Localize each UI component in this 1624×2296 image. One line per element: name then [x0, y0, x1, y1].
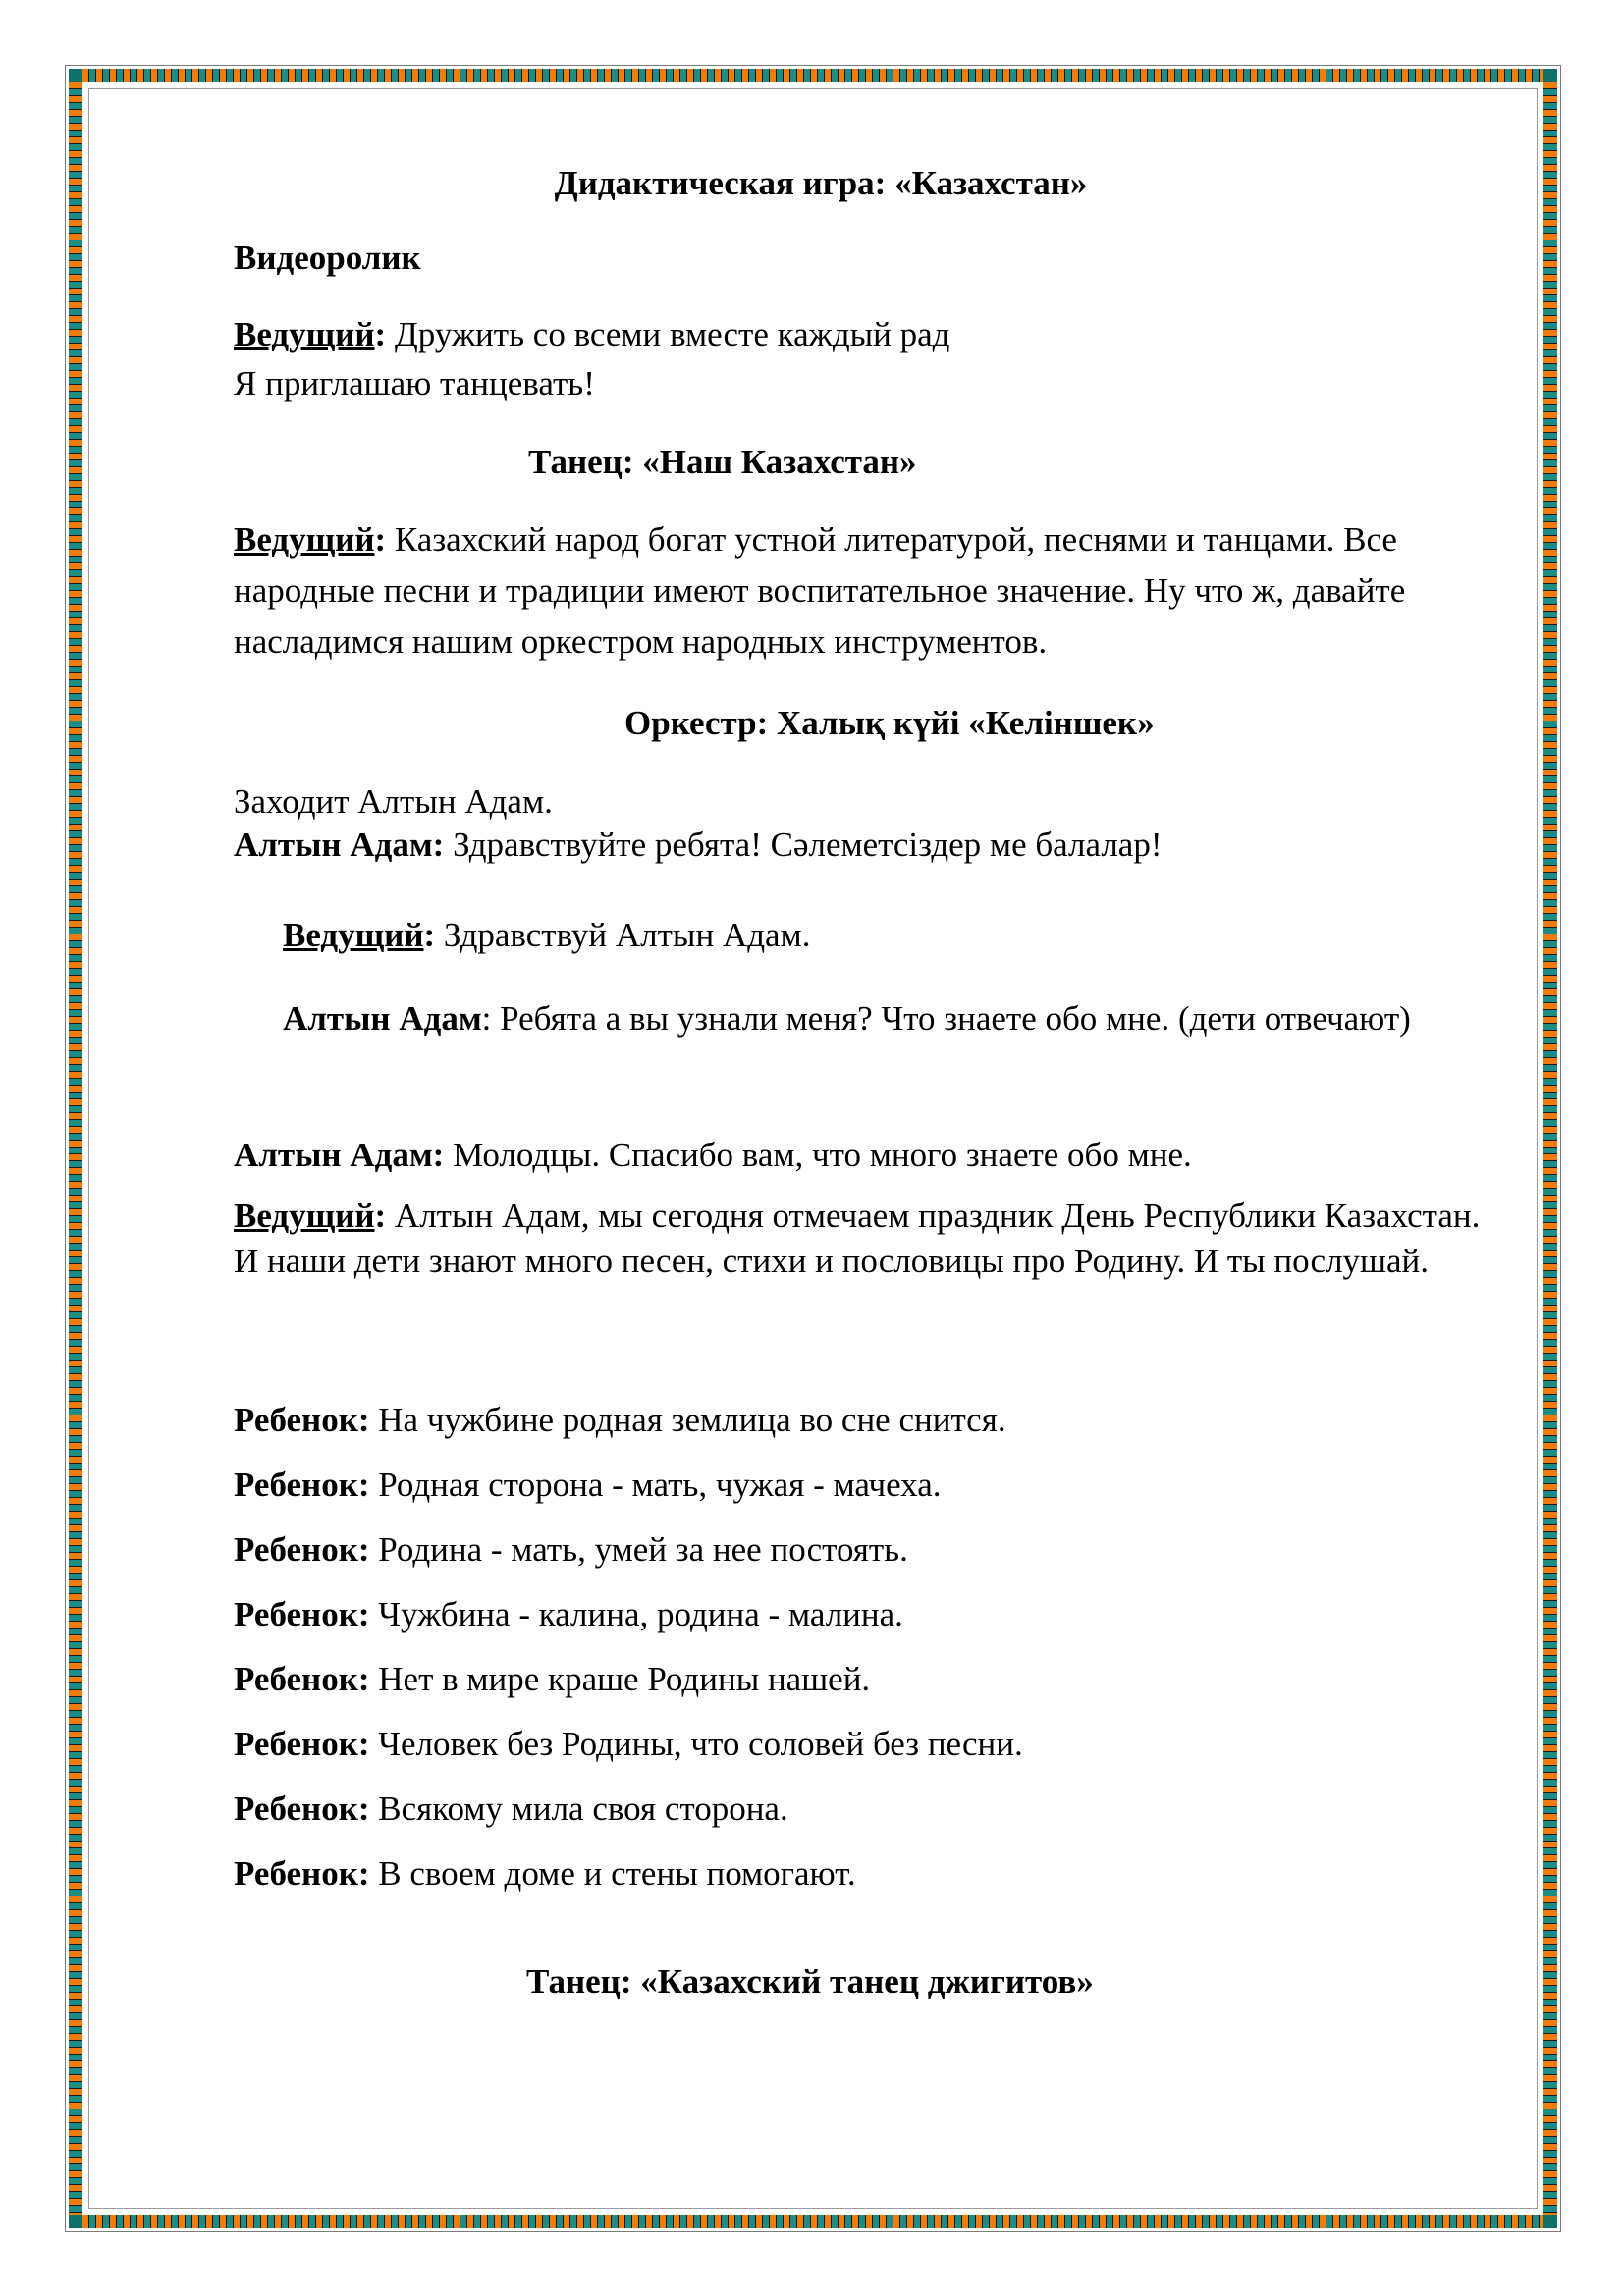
- colon: :: [374, 315, 387, 353]
- child-label: Ребенок:: [234, 1466, 370, 1504]
- proverb-text: Чужбина - калина, родина - малина.: [369, 1595, 903, 1633]
- altyn-text: Молодцы. Спасибо вам, что много знаете обо мне.: [444, 1136, 1192, 1174]
- proverb-text: Нет в мире краше Родины нашей.: [369, 1660, 871, 1698]
- video-heading: Видеоролик: [234, 239, 421, 277]
- altyn-paragraph-2: [234, 997, 1500, 1041]
- host-label: Ведущий: [234, 1197, 375, 1235]
- host-text: Здравствуй Алтын Адам.: [435, 916, 811, 954]
- altyn-line-1: [234, 821, 1162, 869]
- altyn-label: Алтын Адам:: [234, 826, 445, 864]
- orchestra-heading: Оркестр: Халық күйі «Келіншек»: [624, 704, 1155, 742]
- host-line-3: [283, 911, 810, 959]
- child-label: Ребенок:: [234, 1854, 370, 1893]
- proverb-line: [234, 1785, 788, 1833]
- child-label: Ребенок:: [234, 1725, 370, 1763]
- child-label: Ребенок:: [234, 1401, 370, 1439]
- border-top: [69, 69, 1557, 82]
- proverb-text: Родная сторона - мать, чужая - мачеха.: [369, 1466, 942, 1504]
- child-label: Ребенок:: [234, 1530, 370, 1569]
- child-label: Ребенок:: [234, 1595, 370, 1633]
- child-label: Ребенок:: [234, 1660, 370, 1698]
- corner-bottom-left: [69, 2215, 82, 2228]
- host-label: Ведущий: [234, 520, 375, 559]
- border-left: [69, 82, 82, 2215]
- proverb-line: [234, 1590, 903, 1638]
- child-label: Ребенок:: [234, 1789, 370, 1828]
- corner-top-left: [69, 69, 82, 82]
- altyn-text: : Ребята а вы узнали меня? Что знаете обо мне. (дети отвечают): [481, 999, 1411, 1038]
- host-text: Дружить со всеми вместе каждый рад: [386, 315, 950, 353]
- dance-heading-2: Танец: «Казахский танец джигитов»: [526, 1962, 1094, 2001]
- host-paragraph-2: [234, 514, 1500, 667]
- proverb-text: Всякому мила своя сторона.: [369, 1789, 788, 1828]
- altyn-label: Алтын Адам:: [234, 1136, 445, 1174]
- altyn-label: Алтын Адам: [283, 999, 482, 1038]
- proverb-line: [234, 1461, 942, 1509]
- host-text: Казахский народ богат устной литературой, песнями и танцами. Все народные песни и традиции имеют воспитательное значение. Ну что ж, давайте насладимся нашим оркестром народных инструментов.: [234, 520, 1406, 661]
- border-bottom: [69, 2215, 1557, 2228]
- proverb-text: В своем доме и стены помогают.: [369, 1854, 856, 1893]
- proverb-text: Человек без Родины, что соловей без песни.: [369, 1725, 1023, 1763]
- border-right: [1543, 82, 1557, 2215]
- dance-heading-1: Танец: «Наш Казахстан»: [528, 443, 917, 481]
- corner-top-right: [1543, 69, 1557, 82]
- proverb-text: Родина - мать, умей за нее постоять.: [369, 1530, 908, 1569]
- proverb-line: [234, 1655, 870, 1703]
- proverb-line: [234, 1396, 1006, 1444]
- host-line-1: [234, 310, 949, 358]
- corner-bottom-right: [1543, 2215, 1557, 2228]
- proverb-line: [234, 1525, 908, 1574]
- host-paragraph-4: [234, 1194, 1500, 1284]
- colon: :: [423, 916, 436, 954]
- document-title: Дидактическая игра: «Казахстан»: [554, 164, 1088, 202]
- proverb-text: На чужбине родная землица во сне снится.: [369, 1401, 1006, 1439]
- proverb-line: [234, 1849, 856, 1897]
- host-text: Алтын Адам, мы сегодня отмечаем праздник День Республики Казахстан. И наши дети знают много песен, стихи и пословицы про Родину. И ты послушай.: [234, 1197, 1481, 1280]
- colon: :: [374, 1197, 387, 1235]
- enter-line: Заходит Алтын Адам.: [234, 782, 553, 821]
- host-line-2: Я приглашаю танцевать!: [234, 364, 595, 402]
- colon: :: [374, 520, 387, 559]
- proverb-line: [234, 1720, 1023, 1768]
- host-label: Ведущий: [283, 916, 424, 954]
- host-label: Ведущий: [234, 315, 375, 353]
- altyn-line-3: [234, 1131, 1192, 1179]
- altyn-text: Здравствуйте ребята! Сәлеметсіздер ме балалар!: [444, 826, 1163, 864]
